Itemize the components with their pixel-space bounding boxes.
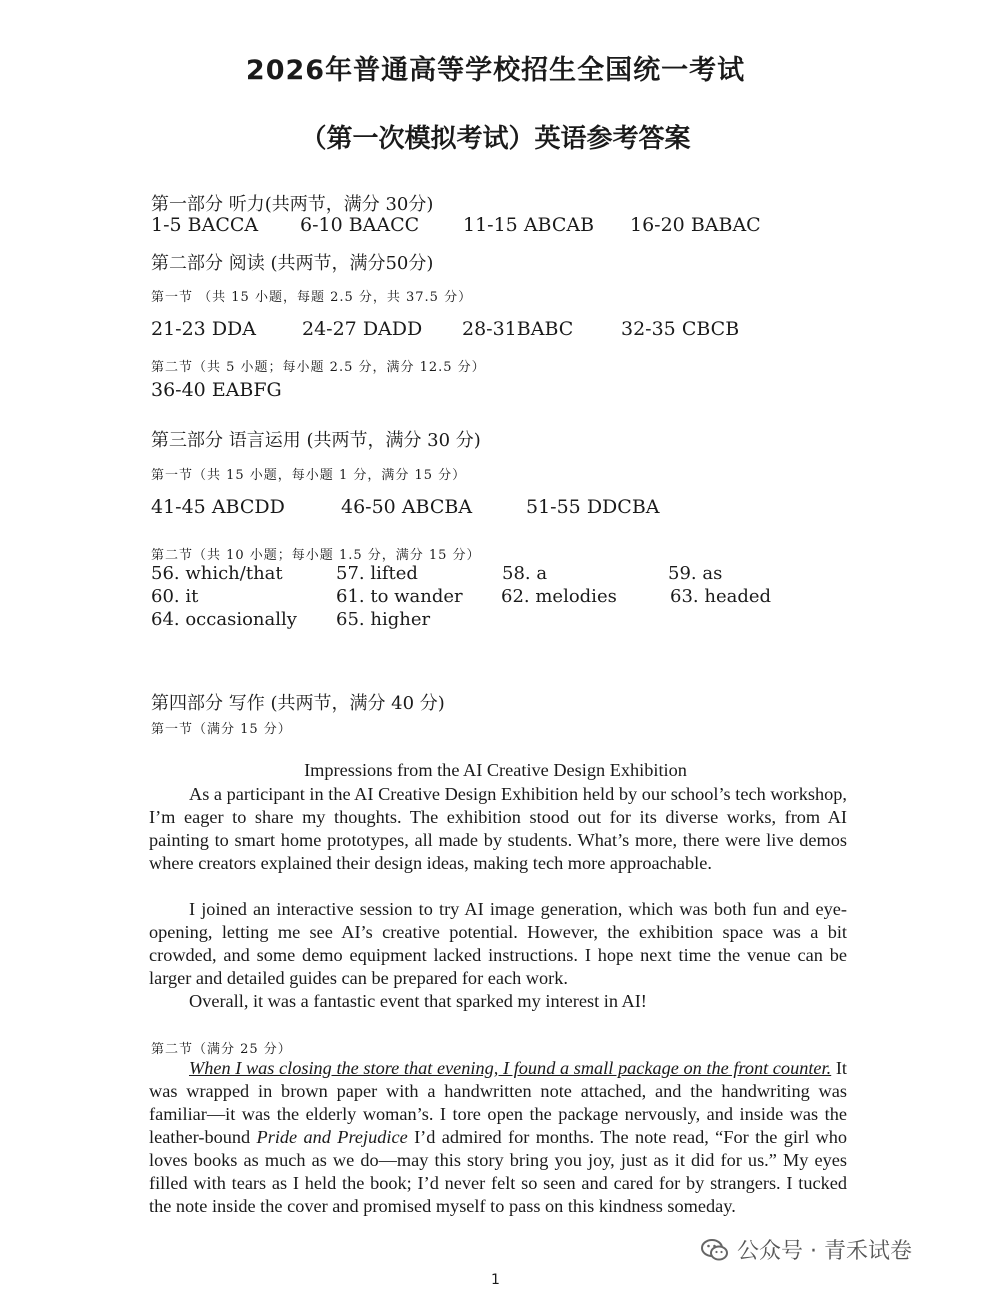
part3-answer: 41-45 ABCDD [151, 496, 285, 518]
story-text: I’d admired for months. The note read, “For the girl who loves books as much as we do—may this story bring you joy, just as it did for us.” My eyes filled with tears as I held the book; I’d never felt so seen and cared for by strangers. I tucked the note inside the cover and promised myself to pass on this kindness someday. [149, 1127, 848, 1216]
cloze-answer: 65. higher [336, 609, 431, 630]
part2-answer: 32-35 CBCB [621, 318, 740, 340]
story-continuation [149, 1057, 847, 1218]
story-text: It was wrapped in brown paper with a handwritten note attached, and the handwriting was familiar—it was the elderly woman’s. I tore open the package nervously, and inside was the leather-bound [149, 1058, 847, 1147]
part3-section1-note: 第一节（共 15 小题，每小题 1 分，满分 15 分） [151, 468, 467, 483]
watermark [701, 1234, 912, 1265]
part2-section2-answer: 36-40 EABFG [151, 379, 282, 401]
cloze-answer: 56. which/that [151, 563, 283, 584]
part1-heading: 第一部分 听力(共两节，满分 30分) [151, 194, 434, 215]
story-lead-sentence: When I was closing the store that evening, I found a small package on the front counter. [189, 1058, 832, 1078]
cloze-answer: 60. it [151, 586, 199, 607]
cloze-answer: 62. melodies [501, 586, 617, 607]
part1-answer: 6-10 BAACC [300, 214, 420, 236]
cloze-answer: 57. lifted [336, 563, 418, 584]
page-subtitle: （第一次模拟考试）英语参考答案 [300, 124, 691, 154]
part1-answer: 11-15 ABCAB [463, 214, 595, 236]
part4-section1-note: 第一节（满分 15 分） [151, 722, 292, 737]
watermark-text: 公众号 · 青禾试卷 [737, 1239, 912, 1264]
part2-heading: 第二部分 阅读 (共两节，满分50分) [151, 253, 434, 274]
essay-paragraph: As a participant in the AI Creative Design Exhibition held by our school’s tech workshop, I’m eager to share my thoughts. The exhibition stood out for its diverse works, from AI painting to smart home prototypes, all made by students. What’s more, there were live demos where creators explained their design ideas, making tech more approachable. [149, 784, 847, 873]
part4-heading: 第四部分 写作 (共两节，满分 40 分) [151, 693, 445, 714]
part2-answer: 28-31BABC [462, 318, 574, 340]
part2-section2-note: 第二节（共 5 小题；每小题 2.5 分，满分 12.5 分） [151, 360, 486, 375]
part1-answer: 16-20 BABAC [630, 214, 761, 236]
essay-paragraph: Overall, it was a fantastic event that sparked my interest in AI! [189, 991, 647, 1011]
wechat-icon [701, 1238, 729, 1262]
story-book-title: Pride and Prejudice [256, 1127, 408, 1147]
essay-paragraph: I joined an interactive session to try AI image generation, which was both fun and eye-opening, letting me see AI’s creative potential. However, the exhibition space was a bit crowded, and some demo equipment lacked instructions. I hope next time the venue can be larger and detailed guides can be prepared for each work. [149, 899, 847, 988]
page-number: 1 [491, 1272, 500, 1288]
part3-heading: 第三部分 语言运用 (共两节，满分 30 分) [151, 430, 481, 451]
part1-answer: 1-5 BACCA [151, 214, 259, 236]
cloze-answer: 64. occasionally [151, 609, 297, 630]
part3-section2-note: 第二节（共 10 小题；每小题 1.5 分，满分 15 分） [151, 548, 481, 563]
essay-title: Impressions from the AI Creative Design Exhibition [304, 760, 687, 780]
part2-section1-note: 第一节 （共 15 小题，每题 2.5 分，共 37.5 分） [151, 290, 473, 305]
part4-section2-note: 第二节（满分 25 分） [151, 1042, 292, 1057]
cloze-answer: 59. as [668, 563, 723, 584]
cloze-answer: 58. a [502, 563, 548, 584]
cloze-answer: 61. to wander [336, 586, 463, 607]
part3-answer: 46-50 ABCBA [341, 496, 473, 518]
part2-answer: 21-23 DDA [151, 318, 257, 340]
cloze-answer: 63. headed [670, 586, 772, 607]
part2-answer: 24-27 DADD [302, 318, 423, 340]
page-title: 2026年普通高等学校招生全国统一考试 [245, 55, 746, 86]
part3-answer: 51-55 DDCBA [526, 496, 660, 518]
